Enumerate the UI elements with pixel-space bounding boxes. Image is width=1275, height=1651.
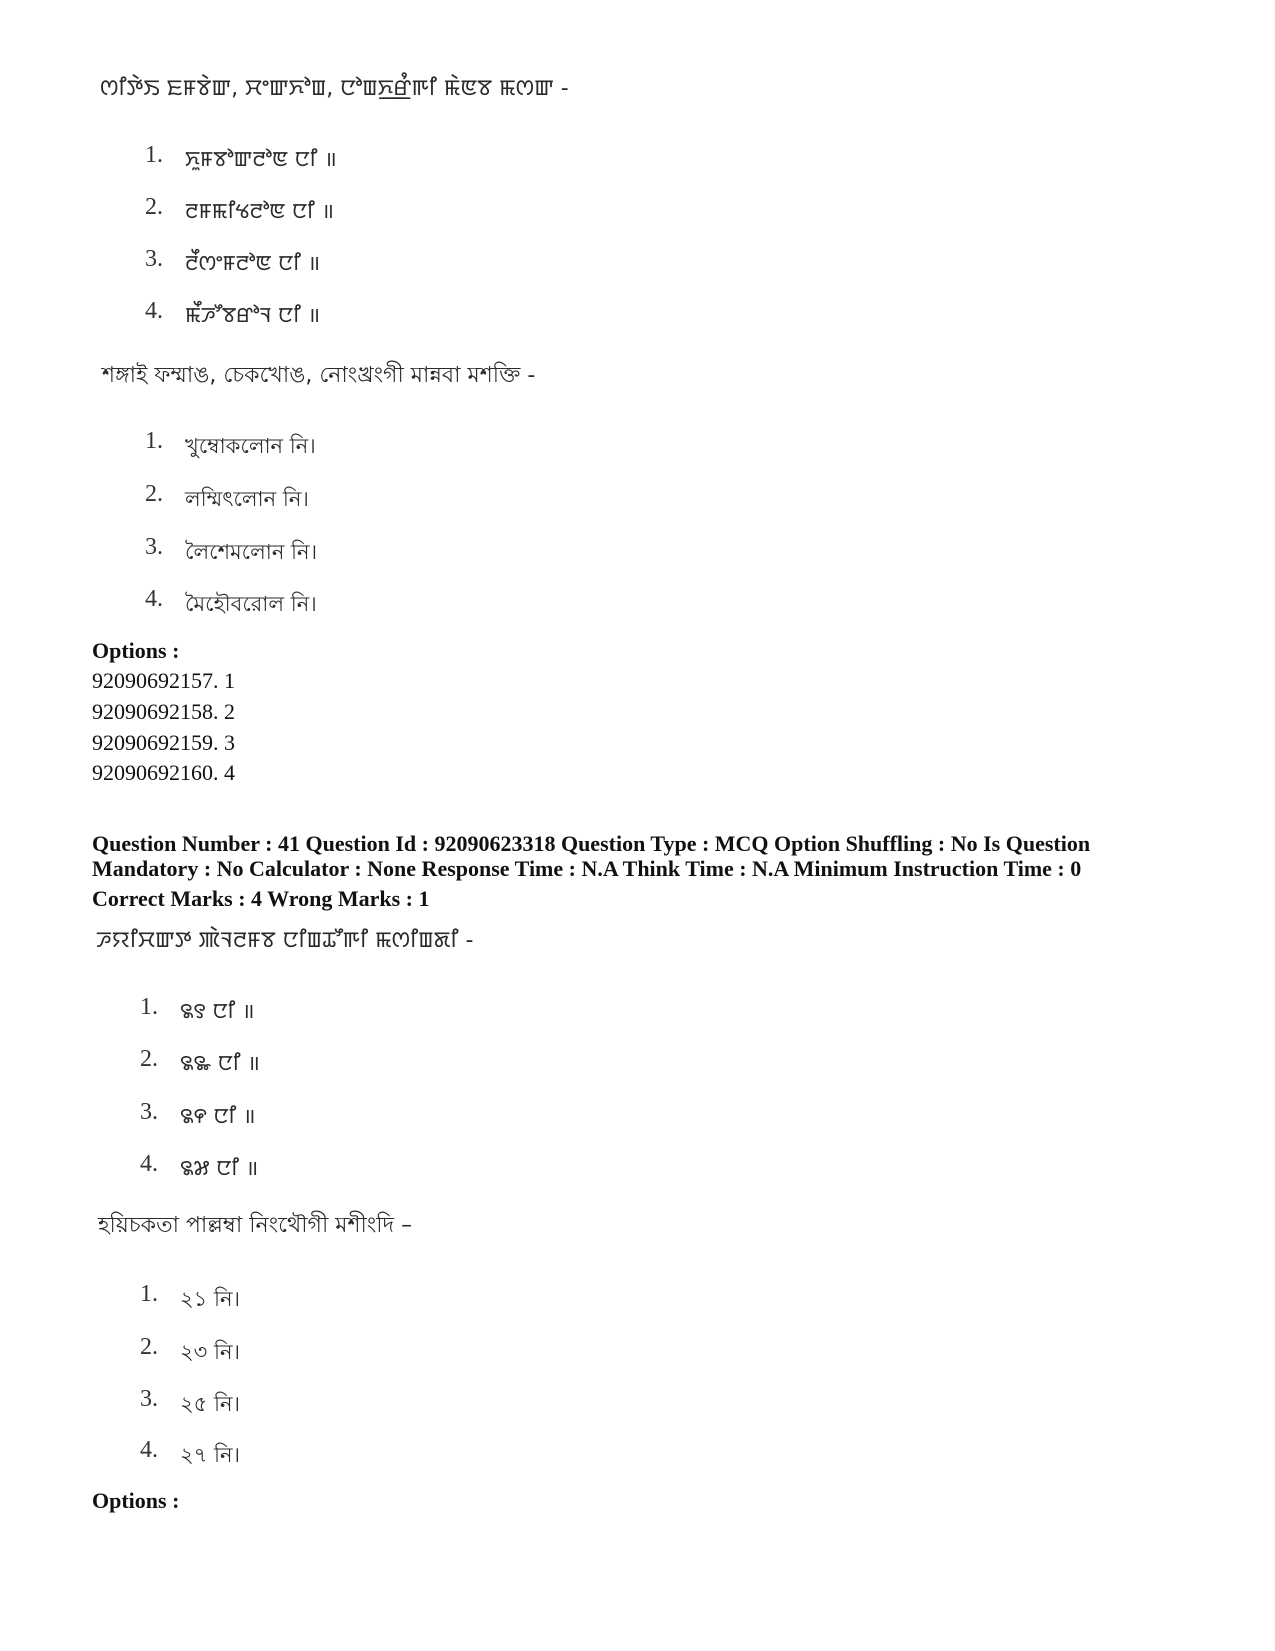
option-number: 3.: [145, 246, 163, 272]
option-id: 92090692157. 1: [92, 668, 235, 693]
option-id: 92090692159. 3: [92, 730, 235, 755]
option-text: লৈশেমলোন নি।: [185, 540, 318, 564]
option-text: ꯂꯝꯃꯤꯠꯂꯣꯟ ꯅꯤ ॥: [185, 199, 334, 223]
option-number: 2.: [140, 1046, 158, 1072]
option-number: 3.: [145, 534, 163, 560]
option-number: 4.: [140, 1437, 158, 1463]
option-number: 1.: [140, 994, 158, 1020]
option-text: ২৭ নি।: [180, 1443, 241, 1467]
option-text: ꯲꯵ ꯅꯤ ॥: [180, 1104, 256, 1128]
option-text: ꯈꯨꯝꯕꯣꯛꯂꯣꯟ ꯅꯤ ॥: [185, 147, 337, 171]
options-label: Options :: [92, 638, 180, 663]
option-id: 92090692158. 2: [92, 699, 235, 724]
option-number: 2.: [145, 481, 163, 507]
question-text-bengali: শঙ্গাই ফম্মাঙ, চেকখোঙ, নোংখ্রংগী মান্নবা মশক্তি -: [102, 363, 536, 388]
question-meta-line: Correct Marks : 4 Wrong Marks : 1: [92, 886, 430, 911]
option-number: 1.: [140, 1281, 158, 1307]
option-text: ꯲꯳ ꯅꯤ ॥: [180, 1051, 260, 1075]
option-text: খুম্বোকলোন নি।: [185, 434, 316, 458]
options-label: Options :: [92, 1488, 180, 1513]
question-meta-line: Question Number : 41 Question Id : 92090623318 Question Type : MCQ Option Shuffling : No Is Question: [92, 831, 1091, 856]
question-text-meitei: ꯁꯤꯇꯥꯏ ꯐꯝꯕꯥꯛ, ꯆꯦꯛꯈꯣꯡ, ꯅꯣꯡꯈ꯭ꯔꯪꯒꯤ ꯃꯥꯟꯕ ꯃꯁꯛ -: [100, 76, 569, 101]
option-text: ২১ নি।: [180, 1287, 241, 1311]
option-text: ২৩ নি।: [180, 1340, 241, 1364]
option-text: ꯲꯱ ꯅꯤ ॥: [180, 999, 255, 1023]
option-id: 92090692160. 4: [92, 760, 235, 785]
question-text-bengali: হয়িচকতা পাল্লম্বা নিংথৌগী মশীংদি –: [98, 1213, 413, 1238]
option-text: লম্মিৎলোন নি।: [185, 487, 309, 511]
option-number: 4.: [145, 586, 163, 612]
option-number: 3.: [140, 1386, 158, 1412]
option-number: 1.: [145, 142, 163, 168]
option-number: 3.: [140, 1099, 158, 1125]
option-text: মৈহৌবরোল নি।: [185, 592, 317, 616]
option-number: 1.: [145, 428, 163, 454]
option-text: ২৫ নি।: [180, 1392, 241, 1416]
option-number: 2.: [145, 194, 163, 220]
question-text-meitei: ꯍꯌꯤꯆꯛꯇ ꯄꯥꯜꯂꯝꯕ ꯅꯤꯡꯊꯧꯒꯤ ꯃꯁꯤꯡꯗꯤ -: [96, 928, 474, 953]
option-number: 4.: [140, 1151, 158, 1177]
option-text: ꯲꯷ ꯅꯤ ॥: [180, 1156, 259, 1180]
option-number: 2.: [140, 1334, 158, 1360]
question-meta-line: Mandatory : No Calculator : None Response Time : N.A Think Time : N.A Minimum Instruction Time : 0: [92, 856, 1082, 881]
option-text: ꯂꯩꯁꯦꯝꯂꯣꯟ ꯅꯤ ॥: [185, 251, 321, 275]
option-number: 4.: [145, 298, 163, 324]
option-text: ꯃꯩꯍꯧꯕꯔꯣꯜ ꯅꯤ ॥: [185, 303, 321, 327]
